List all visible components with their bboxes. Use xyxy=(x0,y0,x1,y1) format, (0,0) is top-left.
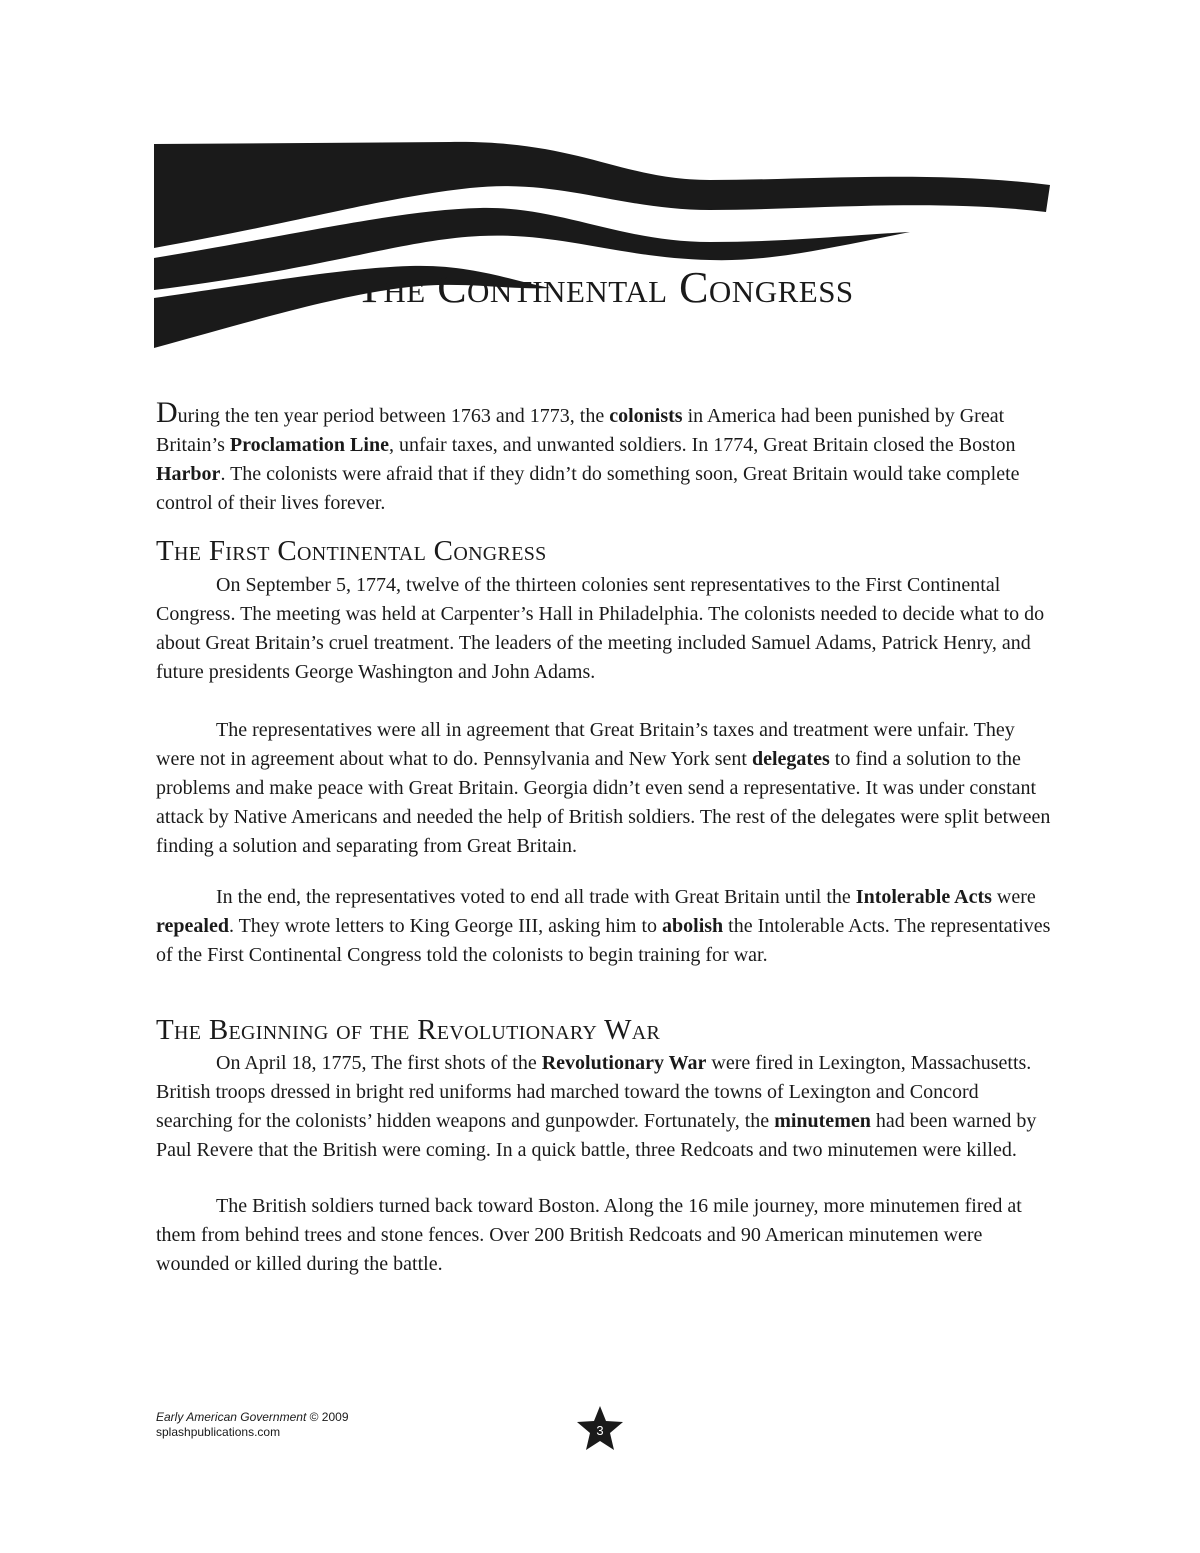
intro-text: . The colonists were afraid that if they didn’t do something soon, Great Britain would take complete control of their lives forever. xyxy=(156,463,1020,514)
paragraph-text: . They wrote letters to King George III, asking him to xyxy=(228,915,663,937)
footer-book-title: Early American Government xyxy=(156,1410,307,1424)
vocab-term: delegates xyxy=(752,748,830,770)
section-heading-first-congress: The First Continental Congress xyxy=(156,535,547,567)
vocab-term: Revolutionary War xyxy=(541,1052,707,1074)
vocab-term: Intolerable Acts xyxy=(855,886,992,908)
paragraph-text: were fired in Lexington, Massachusetts. British troops dressed in bright red uniforms had marched toward the towns of Lexington and Concord searching for the colonists’ hidden weapons and gunpowder. Fortunately, the xyxy=(156,1052,1032,1132)
section2-paragraph-2: The British soldiers turned back toward Boston. Along the 16 mile journey, more minutemen fired at them from behind trees and stone fences. Over 200 British Redcoats and 90 American minutemen were wounded or killed during the battle. xyxy=(156,1195,1022,1275)
vocab-term: abolish xyxy=(662,915,724,937)
footer-site: splashpublications.com xyxy=(156,1425,281,1439)
star-icon xyxy=(576,1405,624,1451)
vocab-term: repealed xyxy=(156,915,229,937)
footer-credits xyxy=(156,1410,349,1440)
paragraph-text: to find a solution to the problems and make peace with Great Britain. Georgia didn’t even send a representative. It was under constant attack by Native Americans and needed the help of British soldiers. The rest of the delegates were split between finding a solution and separating from Great Britain. xyxy=(156,748,1051,857)
page-title: The Continental Congress xyxy=(356,263,854,312)
section1-paragraph-1: On September 5, 1774, twelve of the thirteen colonies sent representatives to the First Continental Congress. The meeting was held at Carpenter’s Hall in Philadelphia. The colonists needed to decide what to do about Great Britain’s cruel treatment. The leaders of the meeting included Samuel Adams, Patrick Henry, and future presidents George Washington and John Adams. xyxy=(156,574,1045,683)
intro-text: uring the ten year period between 1763 and 1773, the xyxy=(177,405,610,427)
footer-copyright: © 2009 xyxy=(306,1410,349,1424)
paragraph-text: In the end, the representatives voted to end all trade with Great Britain until the xyxy=(216,886,856,908)
paragraph-text: were xyxy=(991,886,1036,908)
paragraph-text: the Intolerable Acts. The representatives of the First Continental Congress told the colonists to begin training for war. xyxy=(156,915,1051,966)
section-heading-revolutionary-war: The Beginning of the Revolutionary War xyxy=(156,1014,661,1046)
drop-cap: D xyxy=(156,396,178,429)
section1-paragraph-3 xyxy=(156,883,1051,970)
paragraph-text: On April 18, 1775, The first shots of the xyxy=(216,1052,542,1074)
vocab-term: Proclamation Line xyxy=(229,434,389,456)
section1-paragraph-2 xyxy=(156,716,1051,861)
intro-text: , unfair taxes, and unwanted soldiers. In 1774, Great Britain closed the Boston xyxy=(388,434,1016,456)
vocab-term: Harbor xyxy=(156,463,221,485)
footer-book-line xyxy=(156,1410,349,1425)
vocab-term: colonists xyxy=(609,405,683,427)
section2-paragraph-1 xyxy=(156,1049,1051,1165)
flag-banner-icon xyxy=(150,140,1050,355)
intro-paragraph xyxy=(156,398,1051,518)
paragraph-text: The representatives were all in agreement that Great Britain’s taxes and treatment were unfair. They were not in agreement about what to do. Pennsylvania and New York sent xyxy=(156,719,1015,770)
paragraph-text: had been warned by Paul Revere that the British were coming. In a quick battle, three Redcoats and two minutemen were killed. xyxy=(156,1110,1037,1161)
vocab-term: minutemen xyxy=(774,1110,871,1132)
intro-text: in America had been punished by Great Britain’s xyxy=(156,405,1005,456)
page-number: 3 xyxy=(596,1423,604,1438)
